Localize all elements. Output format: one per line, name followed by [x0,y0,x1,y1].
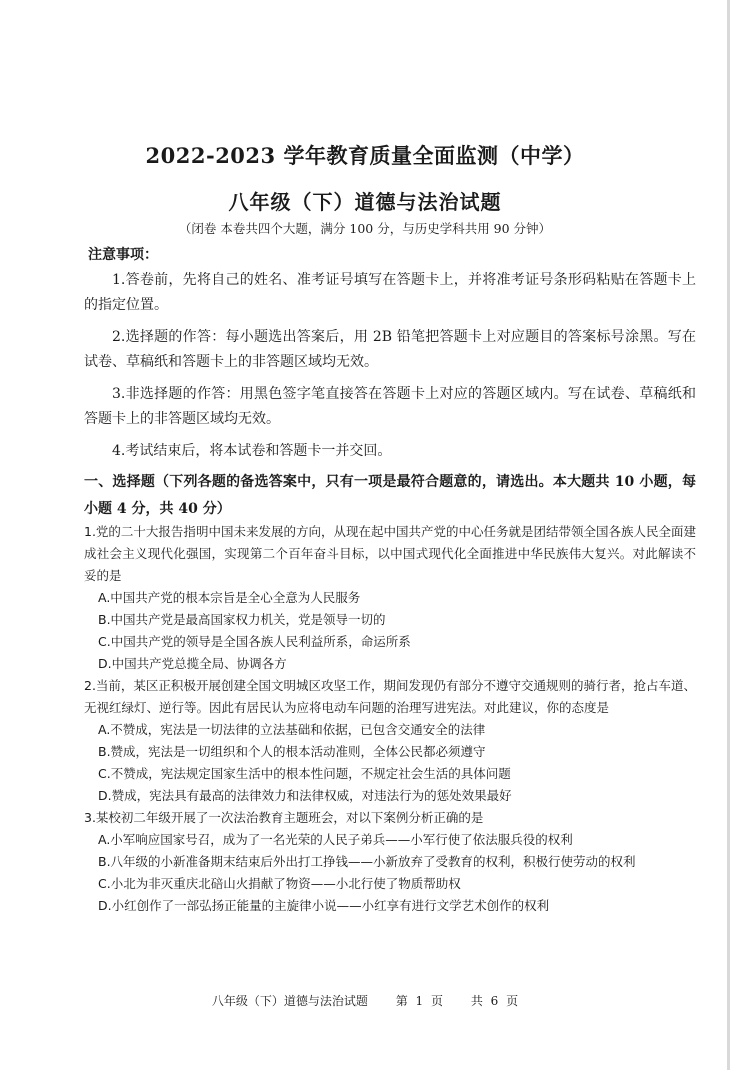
page-footer [0,992,730,1009]
option-d: D.中国共产党总揽全局、协调各方 [98,656,287,671]
option-b: B.八年级的小新准备期末结束后外出打工挣钱——小新放弃了受教育的权利，积极行使劳动的权利 [98,854,636,869]
exam-subtitle: 八年级（下）道德与法治试题 [228,190,502,214]
option-a: A.小军响应国家号召，成为了一名光荣的人民子弟兵——小军行使了依法服兵役的权利 [98,832,573,847]
question-1 [84,521,696,675]
option-b: B.赞成，宪法是一切组织和个人的根本活动准则，全体公民都必须遵守 [98,744,486,759]
option-c: C.小北为非灭重庆北碚山火捐献了物资——小北行使了物质帮助权 [98,876,461,891]
option-d: D.小红创作了一部弘扬正能量的主旋律小说——小红享有进行文学艺术创作的权利 [98,898,550,913]
notice-list [84,268,696,471]
footer-page: 第 1 页 [395,994,443,1008]
footer-total: 共 6 页 [470,994,519,1008]
option-d: D.赞成，宪法具有最高的法律效力和法律权威，对违法行为的惩处效果最好 [98,788,512,803]
option-a: A.中国共产党的根本宗旨是全心全意为人民服务 [98,590,361,605]
notice-item-4: 4.考试结束后，将本试卷和答题卡一并交回。 [112,443,392,459]
question-list [84,521,696,917]
footer-subject: 八年级（下）道德与法治试题 [211,994,368,1008]
notice-item-1: 1.答卷前，先将自己的姓名、准考证号填写在答题卡上，并将准考证号条形码粘贴在答题卡上的指定位置。 [84,272,696,313]
option-c: C.中国共产党的领导是全国各族人民利益所系，命运所系 [98,634,411,649]
question-stem: 3.某校初二年级开展了一次法治教育主题班会，对以下案例分析正确的是 [84,810,484,825]
exam-title: 2022-2023 学年教育质量全面监测（中学） [145,143,585,168]
notice-heading: 注意事项： [88,247,158,263]
notice-item-3: 3.非选择题的作答：用黑色签字笔直接答在答题卡上对应的答题区域内。写在试卷、草稿纸和答题卡上的非答题区域均无效。 [84,386,696,427]
question-3 [84,807,696,917]
question-stem: 1.党的二十大报告指明中国未来发展的方向，从现在起中国共产党的中心任务就是团结带领全国各族人民全面建成社会主义现代化强国，实现第二个百年奋斗目标，以中国式现代化全面推进中华民族伟大复兴。对此解读不妥的是 [84,524,696,583]
notice-item-2: 2.选择题的作答：每小题选出答案后，用 2B 铅笔把答题卡上对应题目的答案标号涂黑。写在试卷、草稿纸和答题卡上的非答题区域均无效。 [84,329,696,370]
option-a: A.不赞成，宪法是一切法律的立法基础和依据，已包含交通安全的法律 [98,722,486,737]
option-c: C.不赞成，宪法规定国家生活中的根本性问题，不规定社会生活的具体问题 [98,766,511,781]
section-heading: 一、选择题（下列各题的备选答案中，只有一项是最符合题意的，请选出。本大题共 10 小题，每小题 4 分，共 40 分） [84,474,696,517]
question-2 [84,675,696,807]
question-stem: 2.当前，某区正积极开展创建全国文明城区攻坚工作，期间发现仍有部分不遵守交通规则的骑行者，抢占车道、无视红绿灯、逆行等。因此有居民认为应将电动车问题的治理写进宪法。对此建议，你的态度是 [84,678,696,715]
exam-info: （闭卷 本卷共四个大题，满分 100 分，与历史学科共用 90 分钟） [178,221,552,236]
option-b: B.中国共产党是最高国家权力机关，党是领导一切的 [98,612,386,627]
